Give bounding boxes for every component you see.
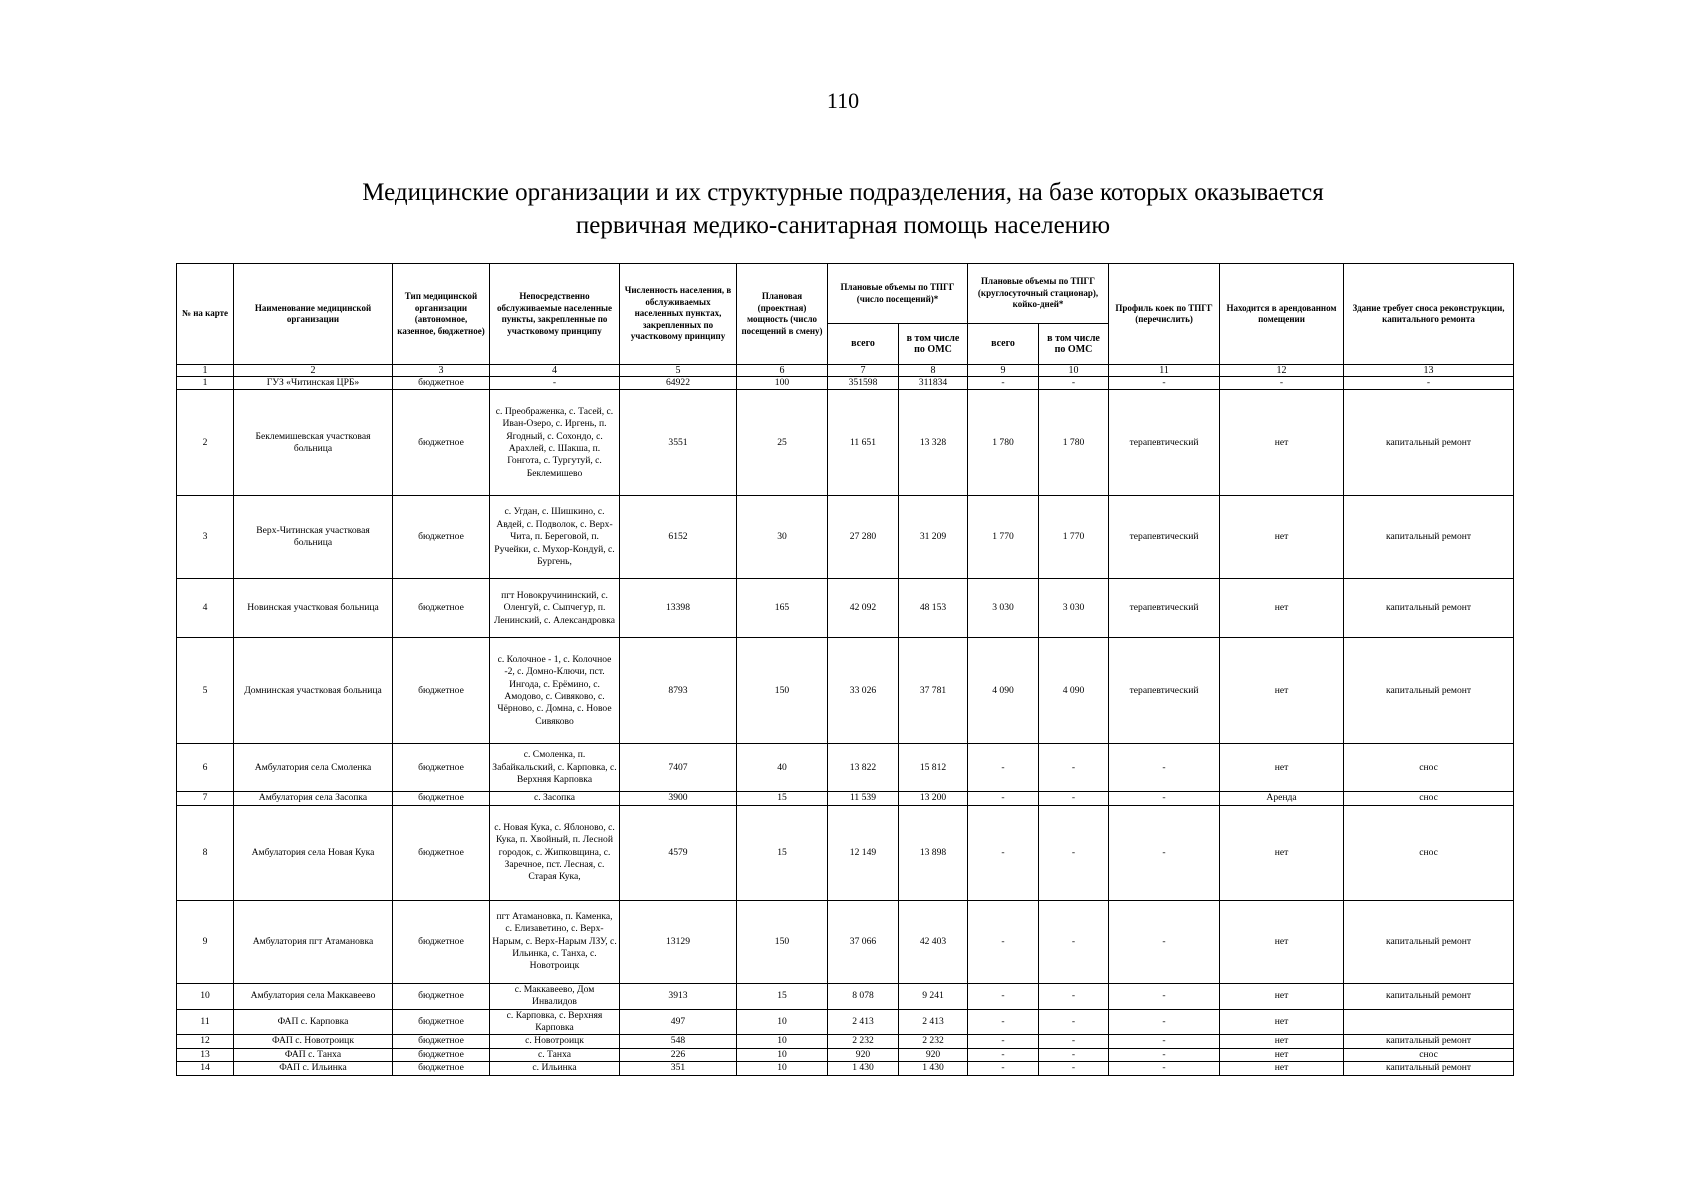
table-cell: капитальный ремонт (1344, 983, 1514, 1009)
column-number-cell: 2 (234, 365, 393, 377)
table-cell: - (1344, 377, 1514, 390)
table-cell: 12 149 (828, 805, 899, 900)
table-cell: - (490, 377, 620, 390)
table-cell: Беклемишевская участковая больница (234, 390, 393, 496)
column-number-cell: 3 (393, 365, 490, 377)
table-cell: - (1109, 1048, 1220, 1061)
table-cell: нет (1220, 390, 1344, 496)
table-cell: с. Смоленка, п. Забайкальский, с. Карповка, с. Верхняя Карповка (490, 744, 620, 792)
table-cell: 9 241 (899, 983, 968, 1009)
column-numbers-row (177, 365, 1514, 377)
table-row (177, 983, 1514, 1009)
table-cell: ГУЗ «Читинская ЦРБ» (234, 377, 393, 390)
table-cell: 4 090 (968, 638, 1039, 744)
table-row (177, 1009, 1514, 1035)
table-cell: - (1109, 792, 1220, 805)
table-cell: снос (1344, 792, 1514, 805)
table-cell: - (968, 1062, 1039, 1075)
table-cell: 6 (177, 744, 234, 792)
header-settlements: Непосредственно обслуживаемые населенные пункты, закрепленные по участковому принципу (490, 264, 620, 365)
table-cell: нет (1220, 496, 1344, 579)
subheader-beddays-total: всего (968, 324, 1039, 365)
column-number-cell: 1 (177, 365, 234, 377)
table-cell: нет (1220, 900, 1344, 983)
table-cell: 13 200 (899, 792, 968, 805)
table-cell: бюджетное (393, 1048, 490, 1061)
table-cell: 31 209 (899, 496, 968, 579)
table-cell: - (968, 1035, 1039, 1048)
table-cell: бюджетное (393, 579, 490, 638)
table-cell: 351598 (828, 377, 899, 390)
column-number-cell: 9 (968, 365, 1039, 377)
table-cell: 6152 (620, 496, 737, 579)
table-cell: - (1109, 1062, 1220, 1075)
subheader-visits-oms: в том числе по ОМС (899, 324, 968, 365)
table-cell: бюджетное (393, 1009, 490, 1035)
table-cell: Верх-Читинская участковая больница (234, 496, 393, 579)
table-cell: 3900 (620, 792, 737, 805)
column-number-cell: 13 (1344, 365, 1514, 377)
table-cell: 311834 (899, 377, 968, 390)
table-cell: 27 280 (828, 496, 899, 579)
table-cell: 10 (737, 1048, 828, 1061)
header-rented-premises: Находится в арендованном помещении (1220, 264, 1344, 365)
table-cell: 8793 (620, 638, 737, 744)
table-cell: 7 (177, 792, 234, 805)
table-cell: 351 (620, 1062, 737, 1075)
table-cell: 7407 (620, 744, 737, 792)
table-row (177, 579, 1514, 638)
table-cell: бюджетное (393, 638, 490, 744)
title-line-1: Медицинские организации и их структурные подразделения, на базе которых оказывается (362, 179, 1324, 206)
table-cell: снос (1344, 1048, 1514, 1061)
table-cell: 10 (737, 1035, 828, 1048)
table-cell: 2 413 (828, 1009, 899, 1035)
table-cell: 12 (177, 1035, 234, 1048)
table-cell: 11 (177, 1009, 234, 1035)
table-cell: капитальный ремонт (1344, 900, 1514, 983)
table-cell: бюджетное (393, 983, 490, 1009)
table-cell: 8 (177, 805, 234, 900)
table-cell: нет (1220, 1009, 1344, 1035)
table-cell: 40 (737, 744, 828, 792)
table-cell: 4 090 (1039, 638, 1109, 744)
table-cell: нет (1220, 805, 1344, 900)
table-cell: 1 770 (1039, 496, 1109, 579)
table-cell: 2 413 (899, 1009, 968, 1035)
table-cell: - (1109, 983, 1220, 1009)
table-cell: 15 (737, 983, 828, 1009)
table-cell: 2 (177, 390, 234, 496)
table-cell: - (968, 805, 1039, 900)
table-cell: 2 232 (899, 1035, 968, 1048)
table-cell (1344, 1009, 1514, 1035)
table-cell: 13 898 (899, 805, 968, 900)
table-cell: 3913 (620, 983, 737, 1009)
table-cell: 165 (737, 579, 828, 638)
table-cell: 1 780 (968, 390, 1039, 496)
table-row (177, 377, 1514, 390)
table-cell: бюджетное (393, 805, 490, 900)
table-cell: 1 430 (899, 1062, 968, 1075)
table-cell: - (968, 1009, 1039, 1035)
table-cell: - (1109, 900, 1220, 983)
table-cell: - (1039, 1062, 1109, 1075)
table-cell: Амбулатория села Маккавеево (234, 983, 393, 1009)
column-number-cell: 4 (490, 365, 620, 377)
column-number-cell: 8 (899, 365, 968, 377)
column-number-cell: 10 (1039, 365, 1109, 377)
table-cell: 3 (177, 496, 234, 579)
table-cell: бюджетное (393, 390, 490, 496)
table-cell: 226 (620, 1048, 737, 1061)
table-cell: 8 078 (828, 983, 899, 1009)
table-cell: бюджетное (393, 792, 490, 805)
page-title (0, 176, 1686, 242)
table-cell: терапевтический (1109, 579, 1220, 638)
table-cell: с. Колочное - 1, с. Колочное -2, с. Домно-Ключи, пст. Ингода, с. Ерёмино, с. Амодово, с. Сивяково, с. Чёрново, с. Домна, с. Новое Сивяково (490, 638, 620, 744)
table-row (177, 805, 1514, 900)
medical-organizations-table (176, 263, 1514, 1076)
table-cell: 30 (737, 496, 828, 579)
table-cell: капитальный ремонт (1344, 496, 1514, 579)
table-cell: снос (1344, 744, 1514, 792)
table-cell: бюджетное (393, 377, 490, 390)
header-organization-name: Наименование медицинской организации (234, 264, 393, 365)
table-cell: 5 (177, 638, 234, 744)
table-cell: бюджетное (393, 496, 490, 579)
table-cell: 4 (177, 579, 234, 638)
table-cell: ФАП с. Новотроицк (234, 1035, 393, 1048)
header-building-condition: Здание требует сноса реконструкции, капитального ремонта (1344, 264, 1514, 365)
header-hospital-volume: Плановые объемы по ТПГГ (круглосуточный стационар), койко-дней* (968, 264, 1109, 324)
table-cell: с. Новая Кука, с. Яблоново, с. Кука, п. Хвойный, п. Лесной городок, с. Жипковщина, с. Заречное, пст. Лесная, с. Старая Кука, (490, 805, 620, 900)
table-cell: 2 232 (828, 1035, 899, 1048)
table-cell: 15 (737, 805, 828, 900)
table-cell: 37 781 (899, 638, 968, 744)
table-cell: нет (1220, 1035, 1344, 1048)
table-cell: - (1109, 377, 1220, 390)
table-cell: - (1039, 1048, 1109, 1061)
subheader-visits-total: всего (828, 324, 899, 365)
table-cell: 548 (620, 1035, 737, 1048)
subheader-beddays-oms: в том числе по ОМС (1039, 324, 1109, 365)
table-cell: Аренда (1220, 792, 1344, 805)
table-cell: терапевтический (1109, 638, 1220, 744)
table-cell: 10 (737, 1009, 828, 1035)
table-cell: 920 (828, 1048, 899, 1061)
table-cell: нет (1220, 983, 1344, 1009)
table-cell: с. Маккавеево, Дом Инвалидов (490, 983, 620, 1009)
table-cell: - (1109, 1035, 1220, 1048)
table-cell: с. Засопка (490, 792, 620, 805)
table-cell: пгт Атамановка, п. Каменка, с. Елизаветино, с. Верх-Нарым, с. Верх-Нарым ЛЗУ, с. Ильинка, с. Танха, с. Новотроицк (490, 900, 620, 983)
table-cell: - (1039, 983, 1109, 1009)
table-cell: капитальный ремонт (1344, 1035, 1514, 1048)
table-cell: 42 092 (828, 579, 899, 638)
header-bed-profile: Профиль коек по ТПГГ (перечислить) (1109, 264, 1220, 365)
table-cell: 13398 (620, 579, 737, 638)
title-line-2: первичная медико-санитарная помощь населению (575, 212, 1111, 239)
table-row (177, 1048, 1514, 1061)
table-cell: 42 403 (899, 900, 968, 983)
table-cell: - (1039, 792, 1109, 805)
table-cell: - (1039, 744, 1109, 792)
column-number-cell: 6 (737, 365, 828, 377)
table-cell: 1 430 (828, 1062, 899, 1075)
table-cell: 33 026 (828, 638, 899, 744)
table-cell: 14 (177, 1062, 234, 1075)
table-cell: 3 030 (1039, 579, 1109, 638)
table-cell: капитальный ремонт (1344, 390, 1514, 496)
table-row (177, 1035, 1514, 1048)
header-visits-volume: Плановые объемы по ТПГГ (число посещений)* (828, 264, 968, 324)
header-capacity: Плановая (проектная) мощность (число посещений в смену) (737, 264, 828, 365)
table-cell: терапевтический (1109, 496, 1220, 579)
table-cell: бюджетное (393, 1062, 490, 1075)
table-cell: 13 822 (828, 744, 899, 792)
table-cell: - (968, 377, 1039, 390)
table-cell: Амбулатория пгт Атамановка (234, 900, 393, 983)
table-cell: 497 (620, 1009, 737, 1035)
table-cell: с. Новотроицк (490, 1035, 620, 1048)
table-cell: 15 (737, 792, 828, 805)
table-cell: 25 (737, 390, 828, 496)
table-cell: нет (1220, 638, 1344, 744)
table-cell: 1 770 (968, 496, 1039, 579)
table-cell: ФАП с. Танха (234, 1048, 393, 1061)
table-cell: Амбулатория села Смоленка (234, 744, 393, 792)
table-cell: - (1220, 377, 1344, 390)
table-cell: 4579 (620, 805, 737, 900)
page-number: 110 (826, 88, 860, 113)
table-cell: Амбулатория села Новая Кука (234, 805, 393, 900)
table-cell: с. Карповка, с. Верхняя Карповка (490, 1009, 620, 1035)
header-organization-type: Тип медицинской организации (автономное, казенное, бюджетное) (393, 264, 490, 365)
table-cell: - (1039, 1009, 1109, 1035)
column-number-cell: 11 (1109, 365, 1220, 377)
table-cell: Новинская участковая больница (234, 579, 393, 638)
table-row (177, 638, 1514, 744)
table-cell: нет (1220, 579, 1344, 638)
table-cell: снос (1344, 805, 1514, 900)
table-cell: терапевтический (1109, 390, 1220, 496)
table-cell: 3551 (620, 390, 737, 496)
table-cell: Амбулатория села Засопка (234, 792, 393, 805)
table-cell: нет (1220, 744, 1344, 792)
table-body (177, 365, 1514, 1076)
table-cell: - (968, 1048, 1039, 1061)
table-cell: 150 (737, 638, 828, 744)
table-row (177, 744, 1514, 792)
table-cell: - (1039, 377, 1109, 390)
table-cell: - (1039, 805, 1109, 900)
table-cell: бюджетное (393, 900, 490, 983)
table-cell: 920 (899, 1048, 968, 1061)
table-cell: - (1039, 900, 1109, 983)
table-cell: - (1109, 1009, 1220, 1035)
table-cell: с. Преображенка, с. Тасей, с. Иван-Озеро, с. Иргень, п. Ягодный, с. Сохондо, с. Арахлей, с. Шакша, п. Гонгота, с. Тургутуй, с. Беклемишево (490, 390, 620, 496)
column-number-cell: 12 (1220, 365, 1344, 377)
table-cell: 13 (177, 1048, 234, 1061)
table-cell: 1 780 (1039, 390, 1109, 496)
table-cell: ФАП с. Карповка (234, 1009, 393, 1035)
table-cell: 48 153 (899, 579, 968, 638)
header-map-number: № на карте (177, 264, 234, 365)
table-cell: 13129 (620, 900, 737, 983)
table-cell: капитальный ремонт (1344, 1062, 1514, 1075)
table-cell: 15 812 (899, 744, 968, 792)
table-cell: 100 (737, 377, 828, 390)
table-cell: с. Угдан, с. Шишкино, с. Авдей, с. Подволок, с. Верх-Чита, п. Береговой, п. Ручейки, с. Мухор-Кондуй, с. Бургень, (490, 496, 620, 579)
table-cell: капитальный ремонт (1344, 579, 1514, 638)
table-cell: ФАП с. Ильинка (234, 1062, 393, 1075)
column-number-cell: 7 (828, 365, 899, 377)
table-cell: с. Ильинка (490, 1062, 620, 1075)
table-cell: 11 539 (828, 792, 899, 805)
table-cell: 3 030 (968, 579, 1039, 638)
header-population: Численность населения, в обслуживаемых населенных пунктах, закрепленных по участковому принципу (620, 264, 737, 365)
table-cell: 10 (177, 983, 234, 1009)
table-row (177, 792, 1514, 805)
column-number-cell: 5 (620, 365, 737, 377)
table-cell: бюджетное (393, 1035, 490, 1048)
table-cell: нет (1220, 1048, 1344, 1061)
table-row (177, 1062, 1514, 1075)
table-cell: 9 (177, 900, 234, 983)
table-cell: с. Танха (490, 1048, 620, 1061)
table-row (177, 390, 1514, 496)
table-cell: 150 (737, 900, 828, 983)
table-cell: капитальный ремонт (1344, 638, 1514, 744)
table-cell: - (968, 792, 1039, 805)
table-cell: - (968, 983, 1039, 1009)
table-cell: 1 (177, 377, 234, 390)
table-cell: 11 651 (828, 390, 899, 496)
table-cell: бюджетное (393, 744, 490, 792)
table-cell: - (1109, 805, 1220, 900)
table-cell: - (968, 900, 1039, 983)
table-cell: 10 (737, 1062, 828, 1075)
table-cell: 64922 (620, 377, 737, 390)
table-cell: - (1039, 1035, 1109, 1048)
table-cell: нет (1220, 1062, 1344, 1075)
table-cell: - (1109, 744, 1220, 792)
table-cell: 13 328 (899, 390, 968, 496)
table-cell: Домнинская участковая больница (234, 638, 393, 744)
table-cell: 37 066 (828, 900, 899, 983)
table-cell: - (968, 744, 1039, 792)
table-row (177, 900, 1514, 983)
table-row (177, 496, 1514, 579)
table-cell: пгт Новокручининский, с. Оленгуй, с. Сыпчегур, п. Ленинский, с. Александровка (490, 579, 620, 638)
